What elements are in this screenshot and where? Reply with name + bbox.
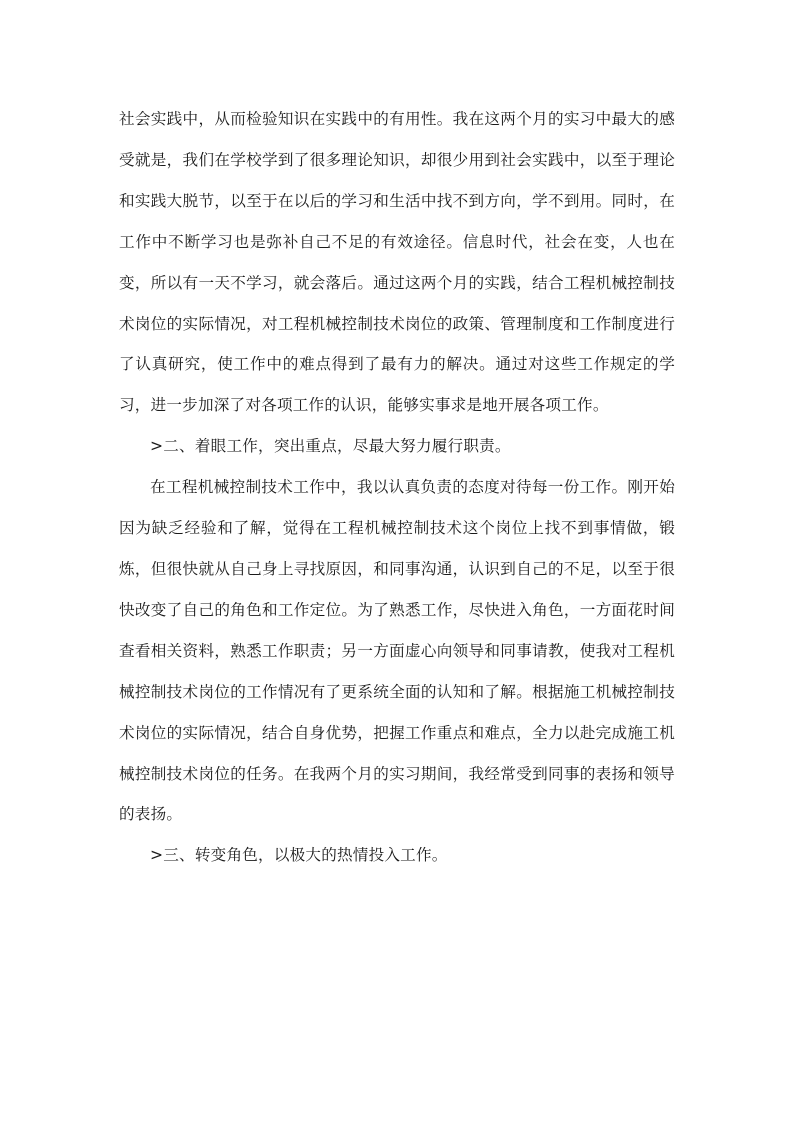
section-heading-three: >三、转变角色，以极大的热情投入工作。 [150, 846, 448, 865]
paragraph-practice-experience: 社会实践中，从而检验知识在实践中的有用性。我在这两个月的实习中最大的感受就是，我们在学校学到了很多理论知识，却很少用到社会实践中，以至于理论和实践大脱节，以至于在以后的学习和生活中找不到方向，学不到用。同时，在工作中不断学习也是弥补自己不足的有效途径。信息时代，社会在变，人也在变，所以有一天不学习，就会落后。通过这两个月的实践，结合工程机械控制技术岗位的实际情况，对工程机械控制技术岗位的政策、管理制度和工作制度进行了认真研究，使工作中的难点得到了最有力的解决。通过对这些工作规定的学习，进一步加深了对各项工作的认识，能够实事求是地开展各项工作。 [119, 110, 675, 415]
paragraph-work-focus: 在工程机械控制技术工作中，我以认真负责的态度对待每一份工作。刚开始因为缺乏经验和了解，觉得在工程机械控制技术这个岗位上找不到事情做，锻炼，但很快就从自己身上寻找原因，和同事沟通，认识到自己的不足，以至于很快改变了自己的角色和工作定位。为了熟悉工作，尽快进入角色，一方面花时间查看相关资料，熟悉工作职责；另一方面虚心向领导和同事请教，使我对工程机械控制技术岗位的工作情况有了更系统全面的认知和了解。根据施工机械控制技术岗位的实际情况，结合自身优势，把握工作重点和难点，全力以赴完成施工机械控制技术岗位的任务。在我两个月的实习期间，我经常受到同事的表扬和领导的表扬。 [119, 478, 675, 824]
section-heading-two: >二、着眼工作，突出重点，尽最大努力履行职责。 [150, 437, 511, 456]
document-body [119, 99, 675, 876]
